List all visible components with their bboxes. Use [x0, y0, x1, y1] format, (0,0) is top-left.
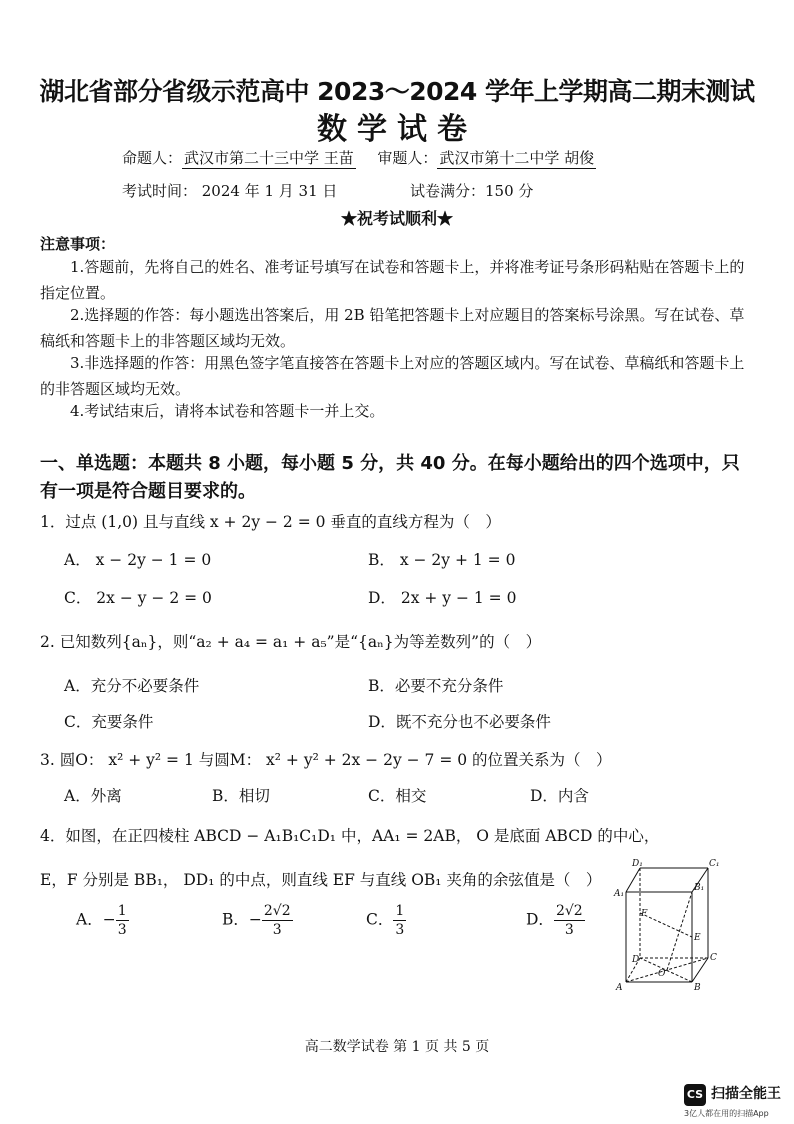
option-b-label: B． — [222, 910, 249, 929]
notice-item-1-text: 1.答题前，先将自己的姓名、准考证号填写在试卷和答题卡上，并将准考证号条形码粘贴在答题卡上的指定位置。 — [40, 258, 745, 302]
exam-subject: 数学试卷 — [317, 112, 477, 147]
question-2-option-a: A．充分不必要条件 — [64, 677, 200, 695]
reviewer-label: 审题人： — [377, 149, 438, 167]
option-c-fraction — [393, 902, 406, 939]
prism-figure — [612, 858, 724, 998]
option-a-sign: − — [102, 910, 116, 929]
notice-item-2-text: 2.选择题的作答：每小题选出答案后，用 2B 铅笔把答题卡上对应题目的答案标号涂黑。写在试卷、草稿纸和答题卡上的非答题区域均无效。 — [40, 306, 745, 350]
option-a-label: A． — [76, 910, 103, 929]
camscanner-tagline: 3亿人都在用的扫描App — [684, 1109, 769, 1118]
label-a: A — [616, 983, 623, 993]
option-d-fraction — [554, 902, 585, 939]
label-o: O — [658, 969, 666, 979]
option-d-label: D． — [526, 910, 554, 929]
label-d: D — [632, 955, 640, 965]
camscanner-logo-icon: CS — [684, 1084, 706, 1106]
setter-label: 命题人： — [122, 149, 183, 167]
notice-item-4 — [40, 398, 752, 424]
option-d-denominator: 3 — [564, 922, 574, 938]
label-a1: A₁ — [614, 889, 625, 899]
question-4-option-c — [366, 902, 406, 939]
notice-item-3 — [40, 350, 752, 402]
label-f: F — [641, 909, 648, 919]
notice-title: 注意事项： — [40, 235, 116, 253]
question-3-stem: 3. 圆O： x² + y² = 1 与圆M： x² + y² + 2x − 2y − 7 = 0 的位置关系为（ ） — [40, 751, 612, 769]
option-b-denominator: 3 — [272, 922, 282, 938]
setter-line — [122, 147, 596, 169]
edge-a1d1 — [626, 868, 640, 892]
option-c-denominator: 3 — [395, 922, 405, 938]
label-b: B — [694, 983, 701, 993]
question-3-option-c: C．相交 — [368, 787, 427, 805]
camscanner-name: 扫描全能王 — [711, 1086, 781, 1102]
exam-time: 考试时间： 2024 年 1 月 31 日 — [122, 182, 338, 200]
option-b-sign: − — [248, 910, 262, 929]
question-2-option-c: C．充要条件 — [64, 713, 154, 731]
question-4-option-a — [76, 902, 129, 939]
question-1-stem: 1．过点 (1,0) 且与直线 x + 2y − 2 = 0 垂直的直线方程为（ ） — [40, 513, 501, 531]
option-a-numerator: 1 — [117, 903, 127, 919]
page-footer: 高二数学试卷 第 1 页 共 5 页 — [304, 1039, 490, 1055]
full-score: 试卷满分：150 分 — [410, 182, 534, 200]
question-3-option-d: D．内含 — [530, 787, 589, 805]
question-2-option-d: D．既不充分也不必要条件 — [368, 713, 551, 731]
label-c1: C₁ — [709, 859, 720, 869]
question-3-option-a: A．外离 — [64, 787, 122, 805]
notice-item-2 — [40, 302, 752, 354]
question-2-stem: 2. 已知数列{aₙ}，则“a₂ + a₄ = a₁ + a₅”是“{aₙ}为等差数列”的（ ） — [40, 633, 542, 651]
option-a-denominator: 3 — [117, 922, 127, 938]
question-4-stem-line-2: E，F 分别是 BB₁， DD₁ 的中点，则直线 EF 与直线 OB₁ 夹角的余弦值是（ ） — [40, 871, 602, 889]
segment-ob1 — [667, 892, 692, 970]
notice-item-3-text: 3.非选择题的作答：用黑色签字笔直接答在答题卡上对应的答题区域内。写在试卷、草稿纸和答题卡上的非答题区域均无效。 — [40, 354, 745, 398]
option-c-label: C． — [366, 910, 394, 929]
setter-name: 武汉市第二十三中学 王苗 — [184, 149, 354, 167]
option-b-fraction — [262, 902, 293, 939]
question-1-option-d: D． 2x + y − 1 = 0 — [368, 589, 517, 607]
section-heading: 一、单选题：本题共 8 小题，每小题 5 分，共 40 分。在每小题给出的四个选项中，只有一项是符合题目要求的。 — [40, 453, 740, 502]
question-4-option-d — [526, 902, 585, 939]
option-d-numerator: 2√2 — [555, 903, 583, 919]
exam-title: 湖北省部分省级示范高中 2023～2024 学年上学期高二期末测试 — [39, 77, 755, 106]
question-1-option-b: B． x − 2y + 1 = 0 — [368, 551, 516, 569]
question-3-option-b: B．相切 — [212, 787, 270, 805]
notice-item-1 — [40, 254, 752, 306]
option-a-fraction — [116, 902, 129, 939]
option-b-numerator: 2√2 — [263, 903, 291, 919]
question-4-option-b — [222, 902, 293, 939]
option-c-numerator: 1 — [395, 903, 405, 919]
label-b1: B₁ — [694, 883, 705, 893]
label-d1: D₁ — [632, 859, 643, 869]
question-2-option-b: B．必要不充分条件 — [368, 677, 504, 695]
reviewer-name: 武汉市第十二中学 胡俊 — [439, 149, 595, 167]
question-4-stem-line-1: 4．如图，在正四棱柱 ABCD − A₁B₁C₁D₁ 中，AA₁ = 2AB， O 是底面 ABCD 的中心， — [40, 827, 660, 845]
label-c: C — [710, 953, 717, 963]
blessing: ★祝考试顺利★ — [340, 209, 453, 228]
question-1-option-a: A． x − 2y − 1 = 0 — [64, 551, 212, 569]
label-e: E — [694, 933, 701, 943]
notice-item-4-text: 4.考试结束后，请将本试卷和答题卡一并上交。 — [70, 402, 385, 420]
question-1-option-c: C． 2x − y − 2 = 0 — [64, 589, 212, 607]
